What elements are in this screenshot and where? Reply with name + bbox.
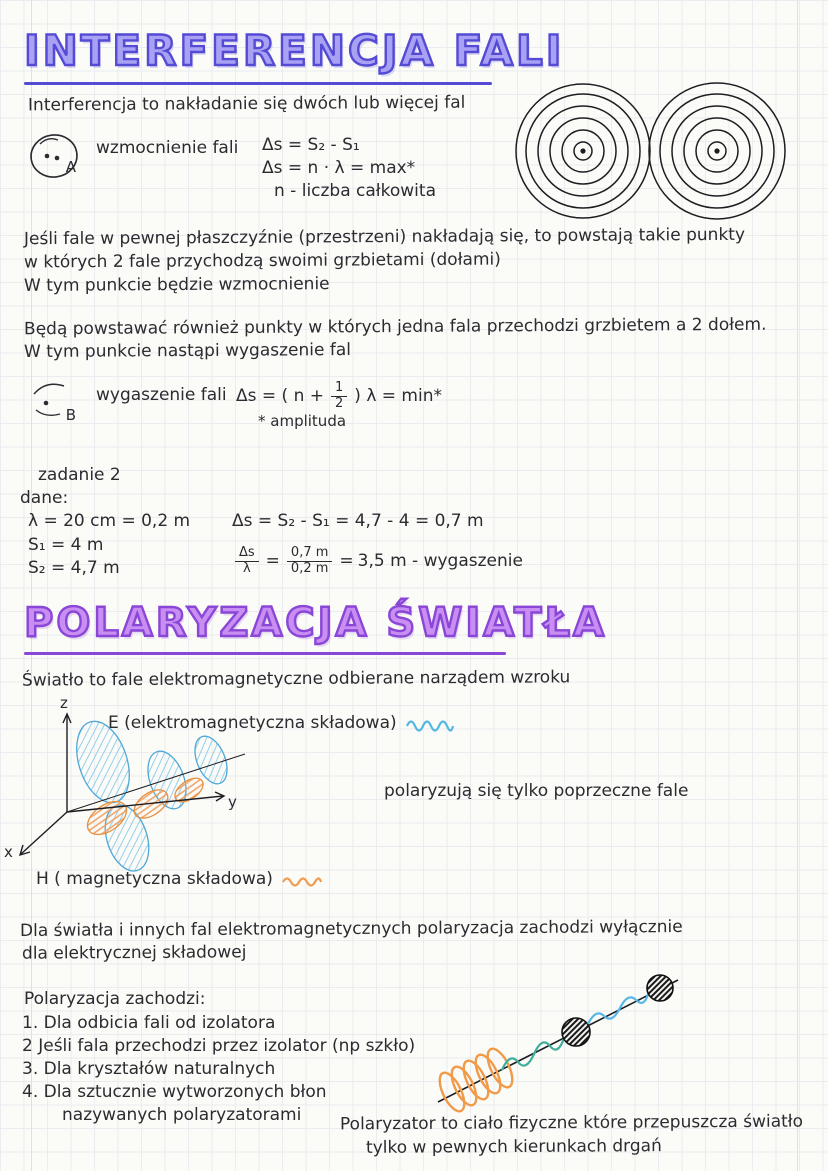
cancellation-equation [236,381,442,412]
reinforcement-eq3: n - liczba całkowita [274,181,436,201]
reinforcement-eq2: Δs = n · λ = max* [262,158,416,178]
frac-num: 0,7 m [287,546,332,562]
section-title-polarization: POLARYZACJA ŚWIATŁA [24,600,608,646]
task-given-1: λ = 20 cm = 0,2 m [28,511,191,531]
eq-pre: Δs = ( n + [236,385,324,406]
title-underline [24,82,492,85]
fraction-values [287,546,332,577]
fraction-numerator: 1 [331,381,347,397]
fraction-half [331,381,347,412]
task-calc2 [232,546,523,577]
polarizer-note-line1: Polaryzator to ciało fizyczne które przepuszcza światło [339,1111,804,1135]
task-result: 3,5 m - wygaszenie [357,550,523,571]
blue-wave-icon [405,715,455,733]
axis-label-x: x [4,843,13,861]
eq-post: ) λ = min* [354,385,442,406]
task-calc1: Δs = S₂ - S₁ = 4,7 - 4 = 0,7 m [232,511,484,531]
polarization-para-line2: dla elektrycznej składowej [21,942,247,964]
polarization-para-line1: Dla światła i innych fal elektromagnetycznych polaryzacja zachodzi wyłącznie [19,916,683,942]
happy-face-icon [26,128,84,186]
amplitude-note: * amplituda [258,412,347,430]
list-title: Polaryzacja zachodzi: [24,989,206,1009]
section-title-interference: INTERFERENCJA FALI [24,26,565,75]
list-item-4-cont: nazywanych polaryzatorami [62,1105,302,1125]
h-field-label-row [36,868,323,891]
task-dane-label: dane: [20,488,69,508]
frac-den: 0,2 m [290,560,329,576]
task-given-2: S₁ = 4 m [28,535,104,555]
paragraph2-line2: W tym punkcie nastąpi wygaszenie fal [23,340,352,362]
axis-label-y: y [228,793,237,811]
polarizer-diagram [430,962,685,1114]
face-letter: A [65,158,76,176]
interference-intro: Interferencja to nakładanie się dwóch lub więcej fal [27,92,466,116]
polarization-intro: Światło to fale elektromagnetyczne odbierane narządem wzroku [21,667,571,691]
paragraph2-line1: Będą powstawać również punkty w których jedna fala przechodzi grzbietem a 2 dołem. [23,314,767,340]
list-item-3: 3. Dla kryształów naturalnych [22,1059,276,1079]
paragraph1-line2: w których 2 fale przychodzą swoimi grzbietami (dołami) [23,249,501,273]
reinforcement-eq1: Δs = S₂ - S₁ [262,135,360,155]
frac-den: λ [242,560,251,576]
fraction-ds-lambda [235,546,259,577]
title-underline [24,652,506,655]
paragraph1-line1: Jeśli fale w pewnej płaszczyźnie (przestrzeni) nakładają się, to powstają takie punkty [23,224,746,250]
list-item-2: 2 Jeśli fala przechodzi przez izolator (np szkło) [22,1036,416,1056]
e-field-label: E (elektromagnetyczna składowa) [108,713,397,733]
cancellation-label: wygaszenie fali [96,385,227,405]
sad-face-svg [26,376,84,434]
list-item-4: 4. Dla sztucznie wytworzonych błon [22,1082,327,1102]
task-given-3: S₂ = 4,7 m [28,558,120,578]
equals-sign: = [339,550,354,571]
task-title: zadanie 2 [38,465,121,485]
list-item-1: 1. Dla odbicia fali od izolatora [22,1013,276,1033]
face-letter: B [65,406,76,424]
frac-num: Δs [235,546,259,562]
happy-face-svg [26,128,84,186]
sad-face-icon [26,376,84,434]
axis-label-z: z [60,694,68,712]
h-field-label: H ( magnetyczna składowa) [36,869,273,889]
polarizer-note-line2: tylko w pewnych kierunkach drgań [365,1136,662,1158]
equals-sign: = [265,550,280,571]
side-note: polaryzują się tylko poprzeczne fale [384,781,689,801]
reinforcement-label: wzmocnienie fali [96,138,239,158]
wave-sources-diagram [505,80,817,222]
fraction-denominator: 2 [335,395,344,411]
orange-wave-icon [281,872,323,888]
e-field-label-row [108,712,455,735]
paragraph1-line3: W tym punkcie będzie wzmocnienie [23,274,330,296]
